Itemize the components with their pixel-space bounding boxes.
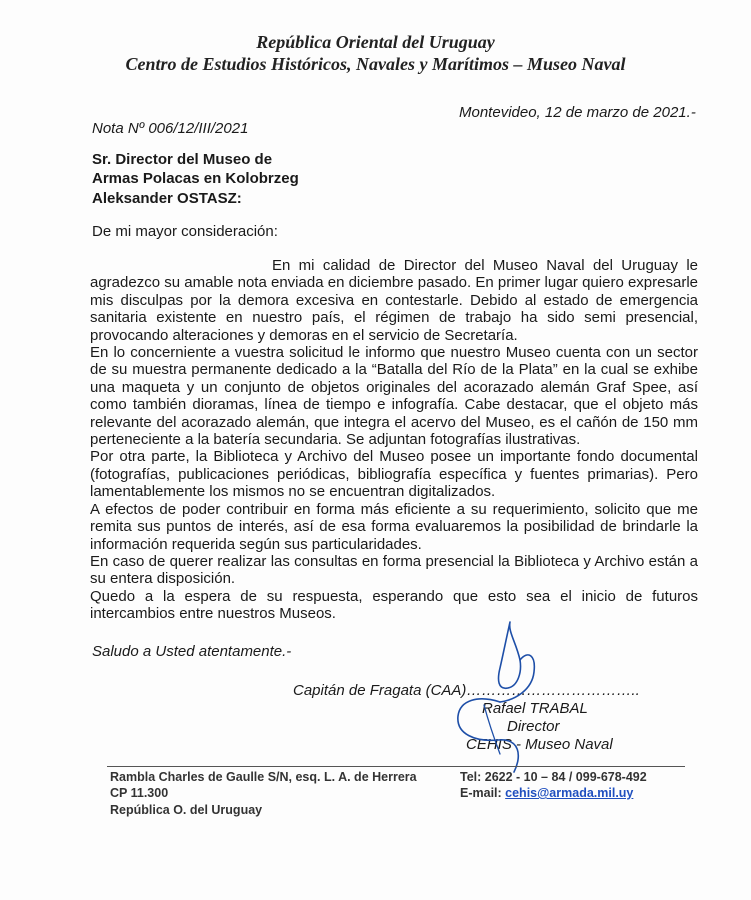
letter-body — [90, 257, 698, 623]
footer-address-line-1: Rambla Charles de Gaulle S/N, esq. L. A. de Herrera — [110, 770, 417, 784]
footer-divider — [107, 766, 685, 767]
recipient-line-3: Aleksander OSTASZ: — [92, 190, 242, 207]
footer-email-link[interactable]: cehis@armada.mil.uy — [505, 786, 634, 800]
signatory-rank-line — [293, 682, 640, 699]
footer-email-label: E-mail: — [460, 786, 506, 800]
footer-phone: Tel: 2622 - 10 – 84 / 099-678-492 — [460, 770, 647, 784]
note-reference: Nota Nº 006/12/III/2021 — [92, 120, 249, 137]
body-paragraph: Por otra parte, la Biblioteca y Archivo del Museo posee un importante fondo documental (fotografías, publicaciones periódicas, bibliografía específica y fuentes primarias). Pero lamentablemente los mismos no se encuentran digitalizados. — [90, 448, 698, 501]
header-line-2: Centro de Estudios Históricos, Navales y Marítimos – Museo Naval — [125, 54, 626, 74]
signatory-organization: CEHIS - Museo Naval — [466, 736, 613, 753]
footer-address-line-2: CP 11.300 — [110, 786, 169, 800]
signatory-name: Rafael TRABAL — [482, 700, 588, 717]
body-paragraph: Quedo a la espera de su respuesta, esperando que esto sea el inicio de futuros intercambios entre nuestros Museos. — [90, 587, 698, 623]
salutation: De mi mayor consideración: — [92, 223, 278, 240]
signature-dotted-line: …………………………….. — [466, 682, 640, 699]
body-paragraph: En lo concerniente a vuestra solicitud le informo que nuestro Museo cuenta con un sector de su muestra permanente dedicado a la “Batalla del Río de la Plata” en la cual se exhibe una maqueta y un conjunto de objetos originales del acorazado alemán Graf Spee, así como también dioramas, línea de tiempo e infografía. Cabe destacar, que el objeto más relevante del acorazado alemán, que integra el acervo del Museo, es el cañón de 150 mm perteneciente a la batería secundaria. Se adjuntan fotografías ilustrativas. — [90, 344, 698, 449]
letter-date: Montevideo, 12 de marzo de 2021.- — [459, 104, 696, 121]
header-line-1: República Oriental del Uruguay — [256, 32, 495, 52]
footer-address-line-3: República O. del Uruguay — [110, 803, 263, 817]
footer-email-line — [460, 786, 633, 800]
closing-line: Saludo a Usted atentamente.- — [92, 643, 292, 660]
signatory-title: Director — [507, 718, 560, 735]
signatory-rank: Capitán de Fragata (CAA) — [293, 682, 467, 699]
body-paragraph: A efectos de poder contribuir en forma más eficiente a su requerimiento, solicito que me remita sus puntos de interés, así de esa forma evaluaremos la posibilidad de brindarle la información requerida según sus particularidades. — [90, 500, 698, 553]
body-paragraph: En mi calidad de Director del Museo Naval del Uruguay le agradezco su amable nota enviada en diciembre pasado. En primer lugar quiero expresarle mis disculpas por la demora excesiva en contestarle. Debido al estado de emergencia sanitaria existente en nuestro país, el régimen de trabajo ha sido semi presencial, provocando alteraciones y demoras en el servicio de Secretaría. — [90, 257, 698, 344]
recipient-line-1: Sr. Director del Museo de — [92, 151, 273, 168]
recipient-line-2: Armas Polacas en Kolobrzeg — [92, 170, 299, 187]
body-paragraph: En caso de querer realizar las consultas en forma presencial la Biblioteca y Archivo están a su entera disposición. — [90, 552, 698, 588]
